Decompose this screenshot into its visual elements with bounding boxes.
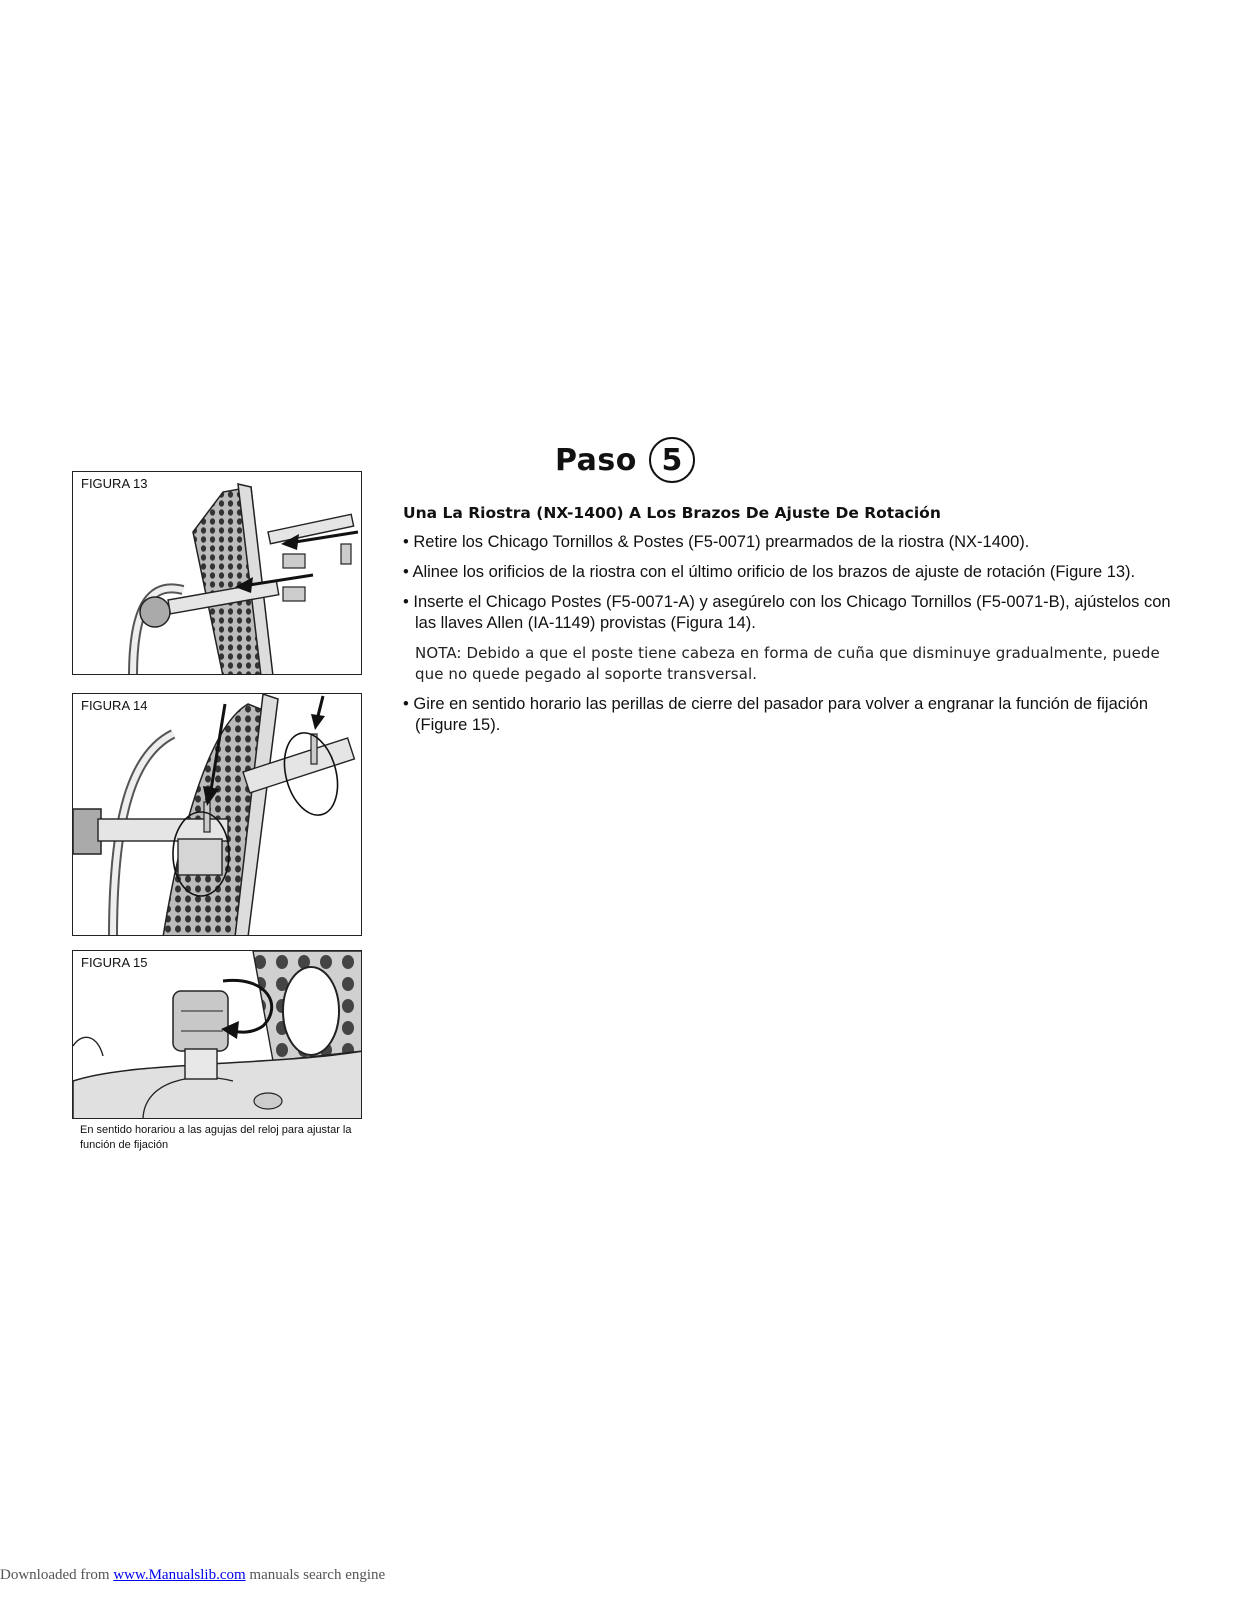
step-word: Paso [555,442,637,478]
figure-15-label: FIGURA 15 [81,955,148,970]
figure-13-label: FIGURA 13 [81,476,148,491]
section-subtitle: Una La Riostra (NX-1400) A Los Brazos De Ajuste De Rotación [403,504,941,522]
footer-prefix: Downloaded from [0,1567,114,1583]
figure-13 [72,471,362,675]
footer-link[interactable]: www.Manualslib.com [113,1567,246,1583]
footer [0,1567,385,1584]
figure-14-label: FIGURA 14 [81,698,148,713]
instructions [403,504,1193,745]
note-text: NOTA: Debido a que el poste tiene cabeza en forma de cuña que disminuye gradualmente, puede que no quede pegado al soporte transversal. [415,644,1160,683]
instruction-bullet-3: • Inserte el Chicago Postes (F5-0071-A) y asegúrelo con los Chicago Tornillos (F5-0071-B), ajústelos con las llaves Allen (IA-1149) provistas (Figura 14). [403,593,1171,632]
instruction-bullet-2: • Alinee los orificios de la riostra con el último orificio de los brazos de ajuste de rotación (Figure 13). [403,563,1136,581]
figure-14-illustration [73,694,362,936]
step-number-circle: 5 [649,437,695,483]
instruction-bullet-1: • Retire los Chicago Tornillos & Postes (F5-0071) prearmados de la riostra (NX-1400). [403,533,1030,551]
instruction-bullet-4: • Gire en sentido horario las perillas de cierre del pasador para volver a engranar la función de fijación (Figure 15). [403,695,1149,734]
figure-15 [72,950,362,1119]
step-heading [555,434,695,486]
footer-suffix: manuals search engine [245,1567,386,1583]
figure-14 [72,693,362,936]
figure-15-caption: En sentido horariou a las agujas del reloj para ajustar la función de fijación [80,1124,352,1151]
figure-13-illustration [73,472,362,675]
figure-15-illustration [73,951,362,1119]
